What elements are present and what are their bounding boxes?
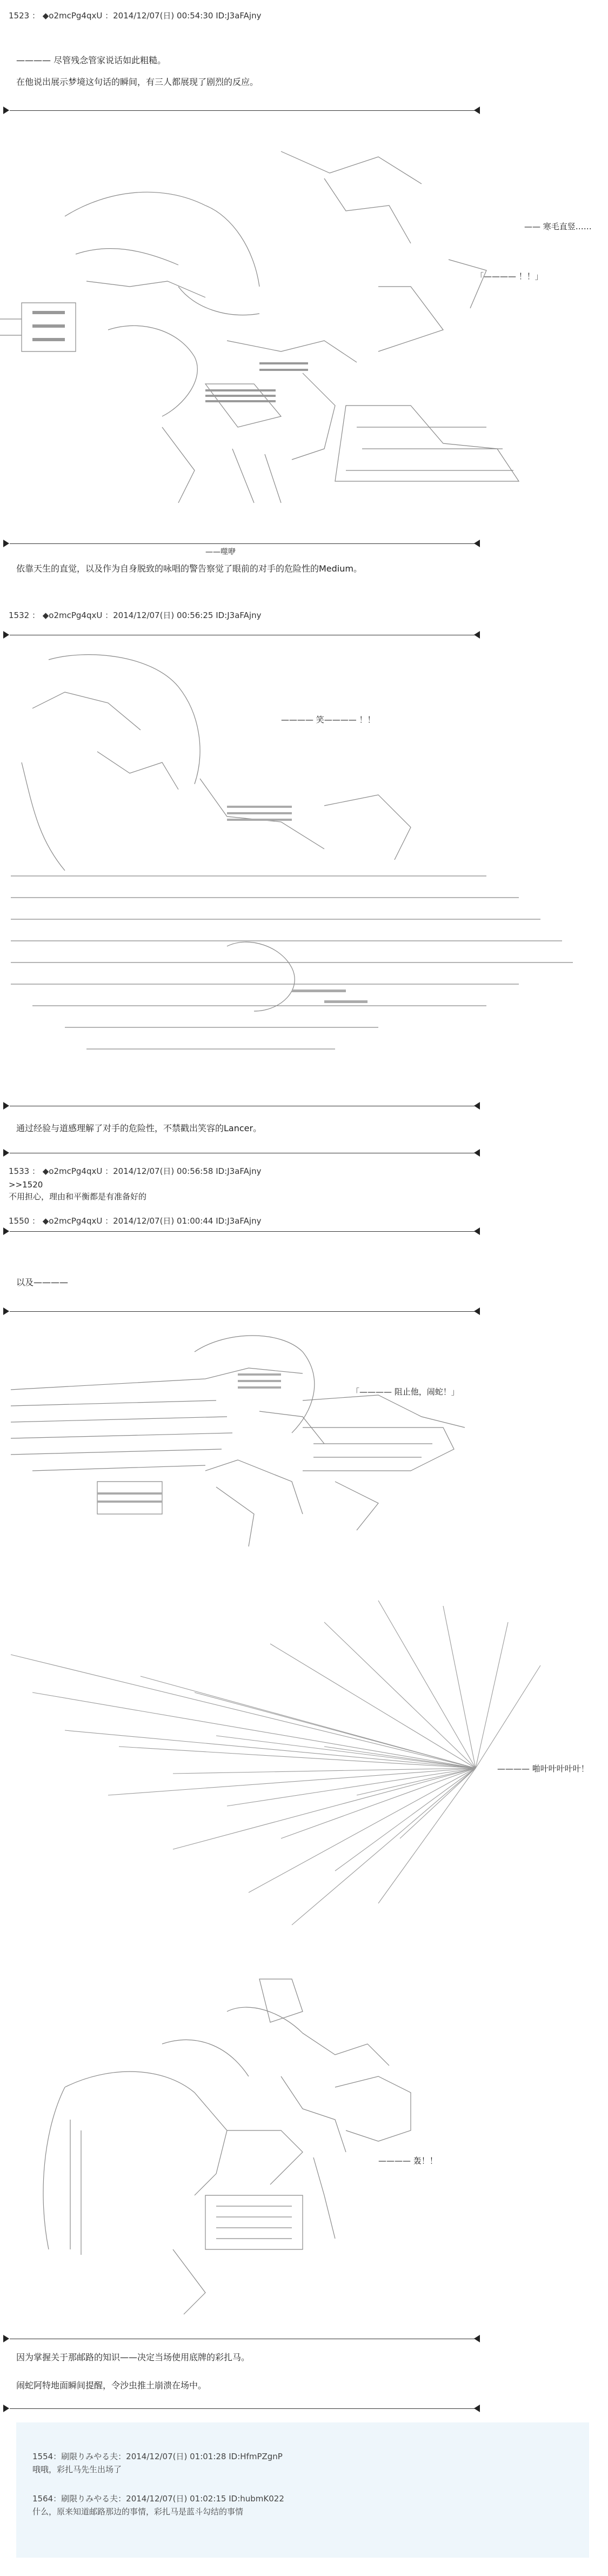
divider-arrow-icon	[3, 1307, 9, 1315]
speech-bubble: —— 寒毛直竖……	[524, 222, 592, 231]
poster-name: ◆o2mcPg4qxU	[42, 1216, 103, 1226]
poster-name: ◆o2mcPg4qxU	[42, 610, 103, 620]
ascii-art-illustration	[0, 1968, 608, 2331]
post-number[interactable]: 1523 ：	[9, 11, 40, 21]
speech-bubble: ———— 轰！！	[378, 2156, 438, 2166]
divider-arrow-icon	[474, 107, 480, 114]
comment-item	[32, 2493, 284, 2517]
divider-arrow-icon	[474, 1149, 480, 1157]
divider-arrow-icon	[3, 1227, 9, 1235]
section-rule	[10, 1311, 475, 1312]
post-header	[9, 1215, 261, 1226]
poster-id[interactable]: ID:J3aFAjny	[216, 1166, 262, 1176]
divider-arrow-icon	[474, 2335, 480, 2342]
post-header	[9, 10, 261, 21]
poster-id[interactable]: ID:J3aFAjny	[216, 11, 262, 21]
divider-arrow-icon	[3, 2335, 9, 2342]
post-number[interactable]: 1550 ：	[9, 1216, 40, 1226]
ascii-art-illustration	[0, 124, 608, 535]
post-date: ：2014/12/07(日) 00:56:58	[105, 1166, 213, 1176]
ascii-art-illustration	[0, 643, 608, 1087]
narration: 以及————	[16, 1277, 69, 1287]
divider-arrow-icon	[474, 1102, 480, 1110]
narration: 闹蛇阿特地面瞬间提醒，令沙虫推土崩溃在场中。	[16, 2380, 207, 2391]
divider-arrow-icon	[474, 1307, 480, 1315]
post-date: ：2014/12/07(日) 01:00:44	[105, 1216, 213, 1226]
section-rule	[10, 110, 475, 111]
narration: 依靠天生的直觉，以及作为自身脱致的咏唱的警告察觉了眼前的对手的危险性的Medium。	[16, 563, 362, 574]
speech-bubble: 「———— 阻止他，闹蛇！」	[351, 1387, 459, 1397]
comment-box	[16, 2422, 589, 2558]
comment-text: 什么，原来知道邮路那边的事情，彩扎马是蓝斗勾结的事情	[32, 2507, 244, 2517]
section-rule	[10, 1231, 475, 1232]
post-date: ：2014/12/07(日) 00:56:25	[105, 610, 213, 620]
narration: 通过经验与道感理解了对手的危险性，不禁戳出笑容的Lancer。	[16, 1123, 262, 1133]
post-number[interactable]: 1533 ：	[9, 1166, 40, 1176]
section-rule	[10, 2408, 475, 2409]
comment-text: 哦哦，彩扎马先生出场了	[32, 2465, 122, 2474]
narration: ———— 尽管残念管家说话如此粗糙。	[16, 55, 166, 65]
post-date: ：2014/12/07(日) 00:54:30	[105, 11, 213, 21]
poster-name: ◆o2mcPg4qxU	[42, 1166, 103, 1176]
divider-arrow-icon	[3, 540, 9, 547]
poster-id[interactable]: ID:J3aFAjny	[216, 1216, 262, 1226]
divider-arrow-icon	[474, 540, 480, 547]
reply-text: 不用担心，理由和平衡都是有准备好的	[9, 1192, 147, 1201]
speech-bubble: ———— 笑———— ！！	[281, 715, 376, 725]
narration: 在他说出展示梦境这句话的瞬间，有三人都展现了剧烈的反应。	[16, 77, 259, 87]
divider-arrow-icon	[3, 107, 9, 114]
poster-id[interactable]: ID:J3aFAjny	[216, 610, 262, 620]
divider-arrow-icon	[3, 2405, 9, 2412]
divider-arrow-icon	[474, 2405, 480, 2412]
poster-name: ◆o2mcPg4qxU	[42, 11, 103, 21]
ascii-art-illustration	[0, 1319, 608, 1568]
post-header	[9, 1165, 261, 1177]
divider-arrow-icon	[3, 1102, 9, 1110]
divider-arrow-icon	[474, 1227, 480, 1235]
post-header	[9, 609, 261, 621]
divider-arrow-icon	[3, 631, 9, 639]
comment-header[interactable]: 1554：刷限りみやる夫：2014/12/07(日) 01:01:28 ID:HfmPZgnP	[32, 2452, 283, 2461]
reply-anchor-link[interactable]: >>1520	[9, 1180, 43, 1190]
speech-bubble: ———— 啪叶叶叶叶叶！	[497, 1764, 589, 1774]
divider-arrow-icon	[474, 631, 480, 639]
post-number[interactable]: 1532 ：	[9, 610, 40, 620]
comment-item	[32, 2451, 283, 2475]
speech-bubble: 「———— ！！」	[476, 271, 543, 281]
section-rule	[10, 543, 475, 544]
comment-header[interactable]: 1564：刷限りみやる夫：2014/12/07(日) 01:02:15 ID:hubmK022	[32, 2494, 284, 2504]
divider-arrow-icon	[3, 1149, 9, 1157]
speech-bubble: ——噬咿	[205, 548, 236, 556]
narration: 因为掌握关于那邮路的知识——决定当场使用底牌的彩扎马。	[16, 2352, 250, 2362]
